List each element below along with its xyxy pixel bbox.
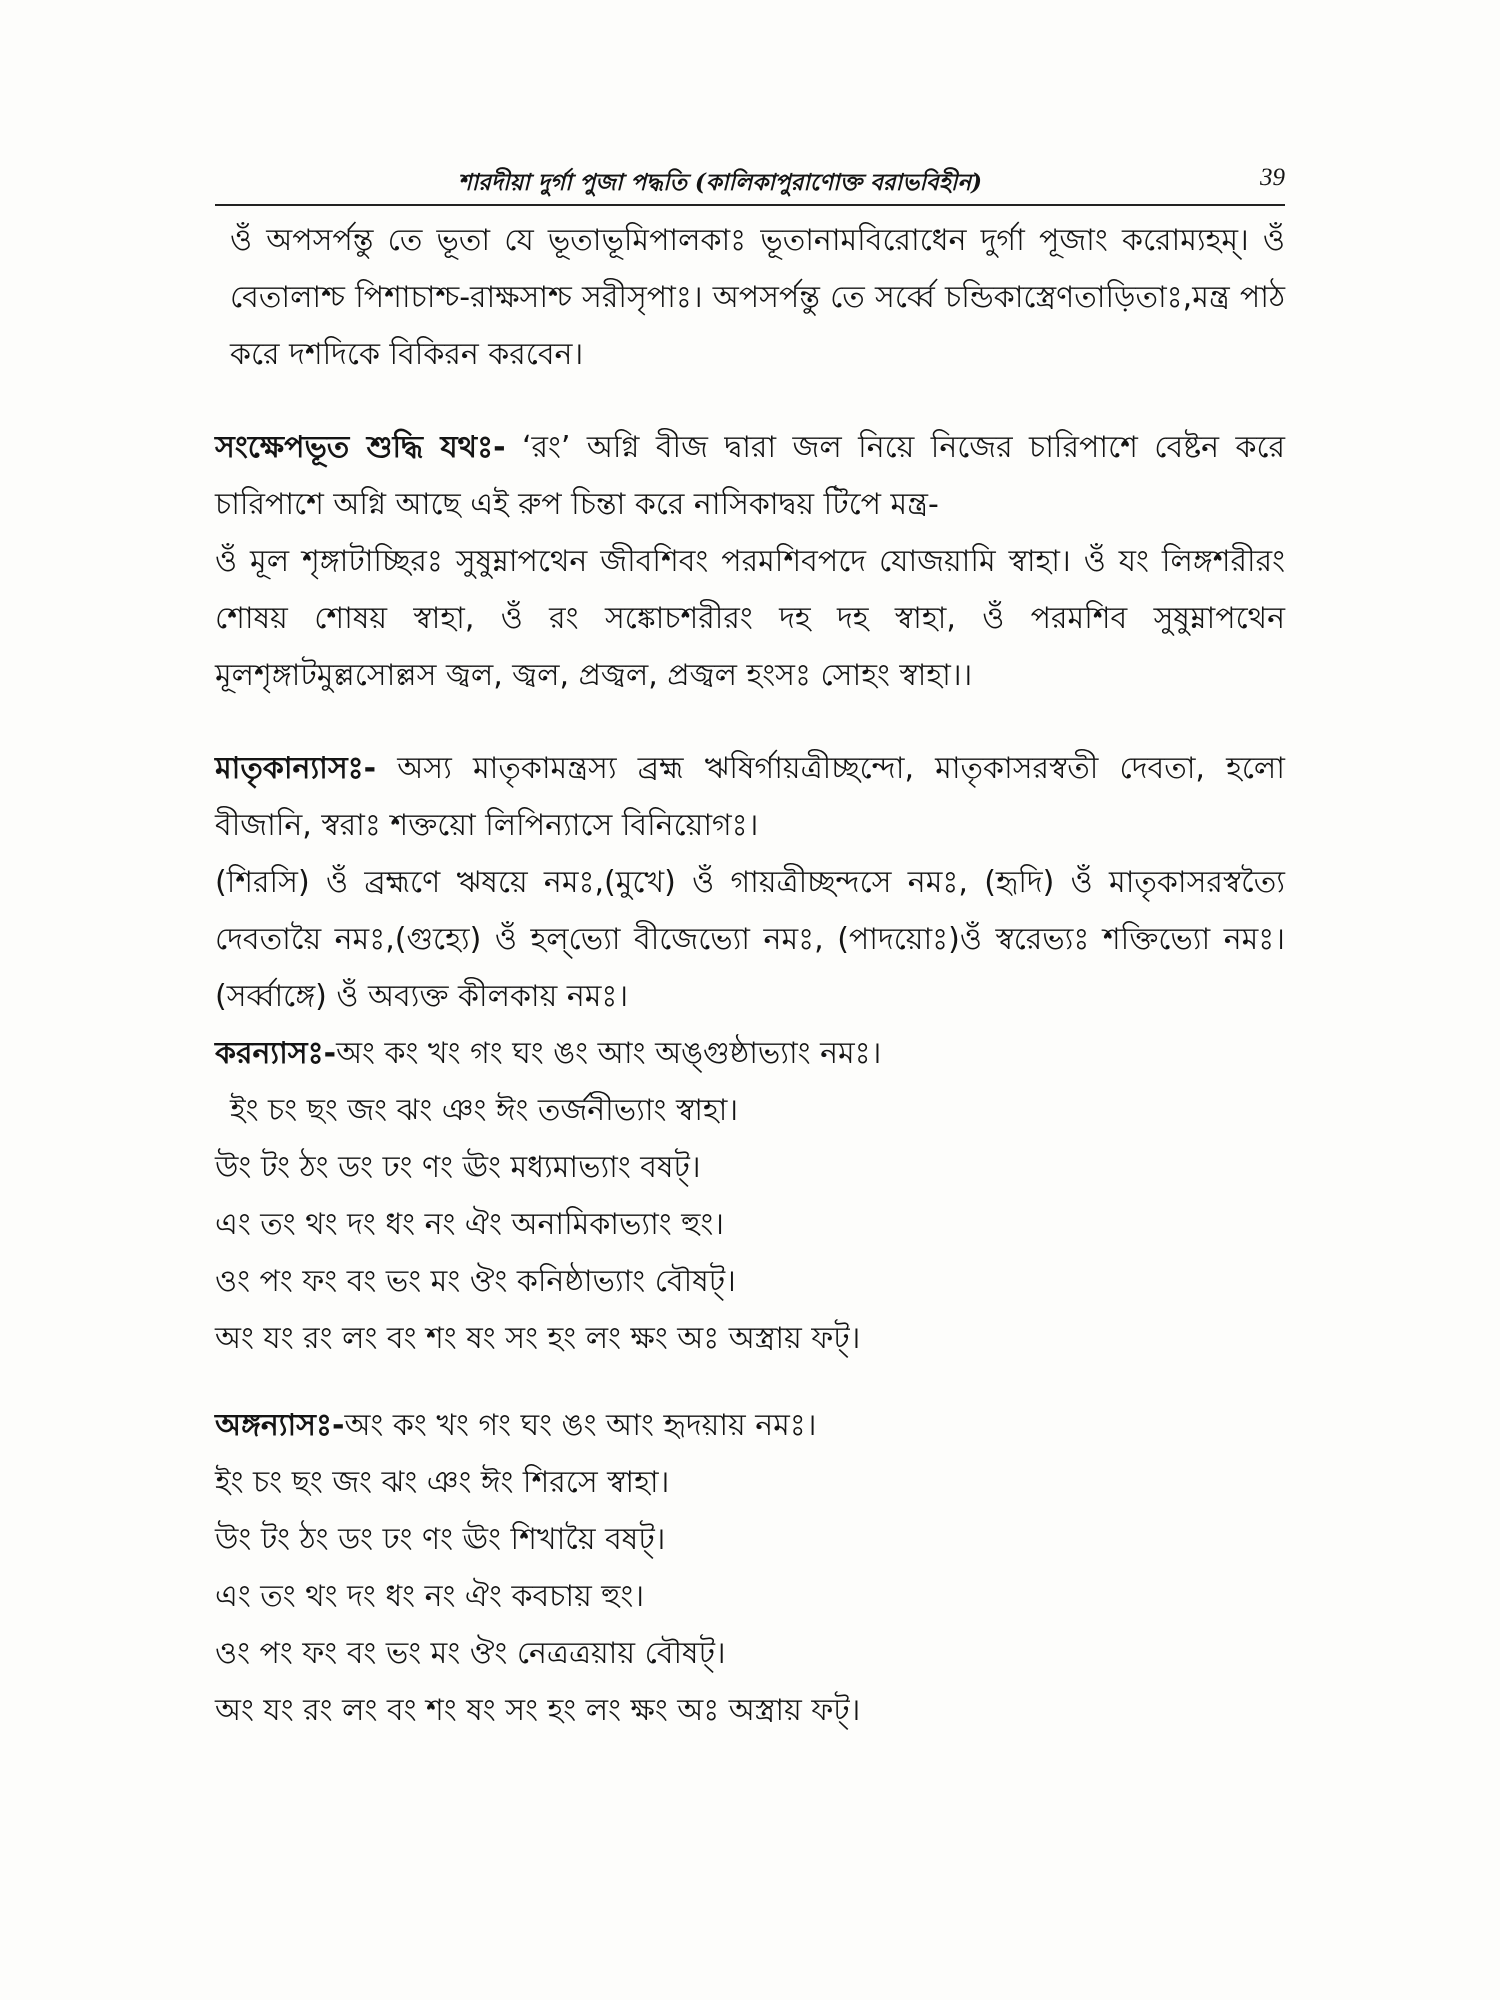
header-title: শারদীয়া দুর্গা পুজা পদ্ধতি (কালিকাপুরাণোক্ত বরাভবিহীন) (458, 169, 982, 196)
heading-matrika-nyasa: মাতৃকান্যাসঃ- (215, 751, 377, 786)
anga-nyasa-line: এং তং থং দং ধং নং ঐং কবচায় হুং। (215, 1579, 645, 1614)
anga-nyasa-line: উং টং ঠং ডং ঢং ণং ঊং শিখায়ৈ বষট্। (215, 1522, 666, 1557)
kara-nyasa-line: এং তং থং দং ধং নং ঐং অনামিকাভ্যাং হুং। (215, 1207, 725, 1242)
paragraph-apasarpantu: ওঁ অপসর্পন্তু তে ভূতা যে ভূতাভূমিপালকাঃ ভূতানামবিরোধেন দুর্গা পূজাং করোম্যহম্। ওঁ বেতালাশ্চ পিশাচাশ্চ-রাক্ষসাশ্চ সরীসৃপাঃ। অপসর্পন্তু তে সর্ব্বে চন্ডিকাস্ত্রেণতাড়িতাঃ,মন্ত্র পাঠ করে দশদিকে বিকিরন করবেন। (230, 223, 1285, 372)
anga-nyasa-line: ওং পং ফং বং ভং মং ঔং নেত্রত্রয়ায় বৌষট্। (215, 1636, 726, 1671)
paragraph-rishyadi-nyasa: (শিরসি) ওঁ ব্রহ্মণে ঋষয়ে নমঃ,(মুখে) ওঁ গায়ত্রীচ্ছন্দসে নমঃ, (হৃদি) ওঁ মাতৃকাসরস্বত্যৈ দেবতায়ৈ নমঃ,(গুহ্যে) ওঁ হল্‌ভ্যো বীজেভ্যো নমঃ, (পাদয়োঃ)ওঁ স্বরেভ্যঃ শক্তিভ্যো নমঃ। (সর্ব্বাঙ্গে) ওঁ অব্যক্ত কীলকায় নমঃ। (215, 865, 1285, 1014)
matrika-nyasa-text: অস্য মাতৃকামন্ত্রস্য ব্রহ্ম ঋষির্গায়ত্রীচ্ছন্দো, মাতৃকাসরস্বতী দেবতা, হলো বীজানি, স্বরাঃ শক্তয়ো লিপিন্যাসে বিনিয়োগঃ। (215, 751, 1285, 843)
kara-nyasa-line: অং যং রং লং বং শং ষং সং হং লং ক্ষং অঃ অস্ত্রায় ফট্। (215, 1321, 861, 1356)
kara-nyasa-line (215, 1025, 1285, 1082)
bhuta-shuddhi-text: ‘রং’ অগ্নি বীজ দ্বারা জল নিয়ে নিজের চারিপাশে বেষ্টন করে চারিপাশে অগ্নি আছে এই রুপ চিন্তা করে নাসিকাদ্বয় টিপে মন্ত্র- (215, 430, 1285, 522)
heading-bhuta-shuddhi: সংক্ষেপভূত শুদ্ধি যথঃ- (215, 430, 506, 465)
page-body (215, 212, 1285, 1739)
kara-nyasa-line: ওং পং ফং বং ভং মং ঔং কনিষ্ঠাভ্যাং বৌষট্। (215, 1264, 736, 1299)
paragraph-bhuta-shuddhi (215, 419, 1285, 533)
heading-anga-nyasa: অঙ্গন্যাসঃ- (215, 1408, 345, 1443)
paragraph-bhuta-shuddhi-mantra: ওঁ মূল শৃঙ্গাটাচ্ছিরঃ সুষুম্নাপথেন জীবশিবং পরমশিবপদে যোজয়ামি স্বাহা। ওঁ যং লিঙ্গশরীরং শোষয় শোষয় স্বাহা, ওঁ রং সঙ্কোচশরীরং দহ দহ স্বাহা, ওঁ পরমশিব সুষুম্নাপথেন মূলশৃঙ্গাটমুল্লসোল্লস জ্বল, জ্বল, প্রজ্বল, প্রজ্বল হংসঃ সোহং স্বাহা।। (215, 544, 1285, 693)
anga-nyasa-line (215, 1397, 1285, 1454)
running-header (215, 164, 1285, 206)
heading-kara-nyasa: করন্যাসঃ- (215, 1036, 337, 1071)
kara-nyasa-line: উং টং ঠং ডং ঢং ণং ঊং মধ্যমাভ্যাং বষট্। (215, 1150, 701, 1185)
anga-nyasa-line: ইং চং ছং জং ঝং ঞং ঈং শিরসে স্বাহা। (215, 1465, 670, 1500)
paragraph-matrika-nyasa (215, 740, 1285, 854)
page-number: 39 (1260, 164, 1285, 191)
anga-nyasa-line: অং যং রং লং বং শং ষং সং হং লং ক্ষং অঃ অস্ত্রায় ফট্। (215, 1693, 861, 1728)
anga-nyasa-text: অং কং খং গং ঘং ঙং আং হৃদয়ায় নমঃ। (344, 1408, 817, 1443)
kara-nyasa-text: অং কং খং গং ঘং ঙং আং অঙ্গুষ্ঠাভ্যাং নমঃ। (336, 1036, 882, 1071)
kara-nyasa-line: ইং চং ছং জং ঝং ঞং ঈং তর্জনীভ্যাং স্বাহা। (230, 1093, 739, 1128)
